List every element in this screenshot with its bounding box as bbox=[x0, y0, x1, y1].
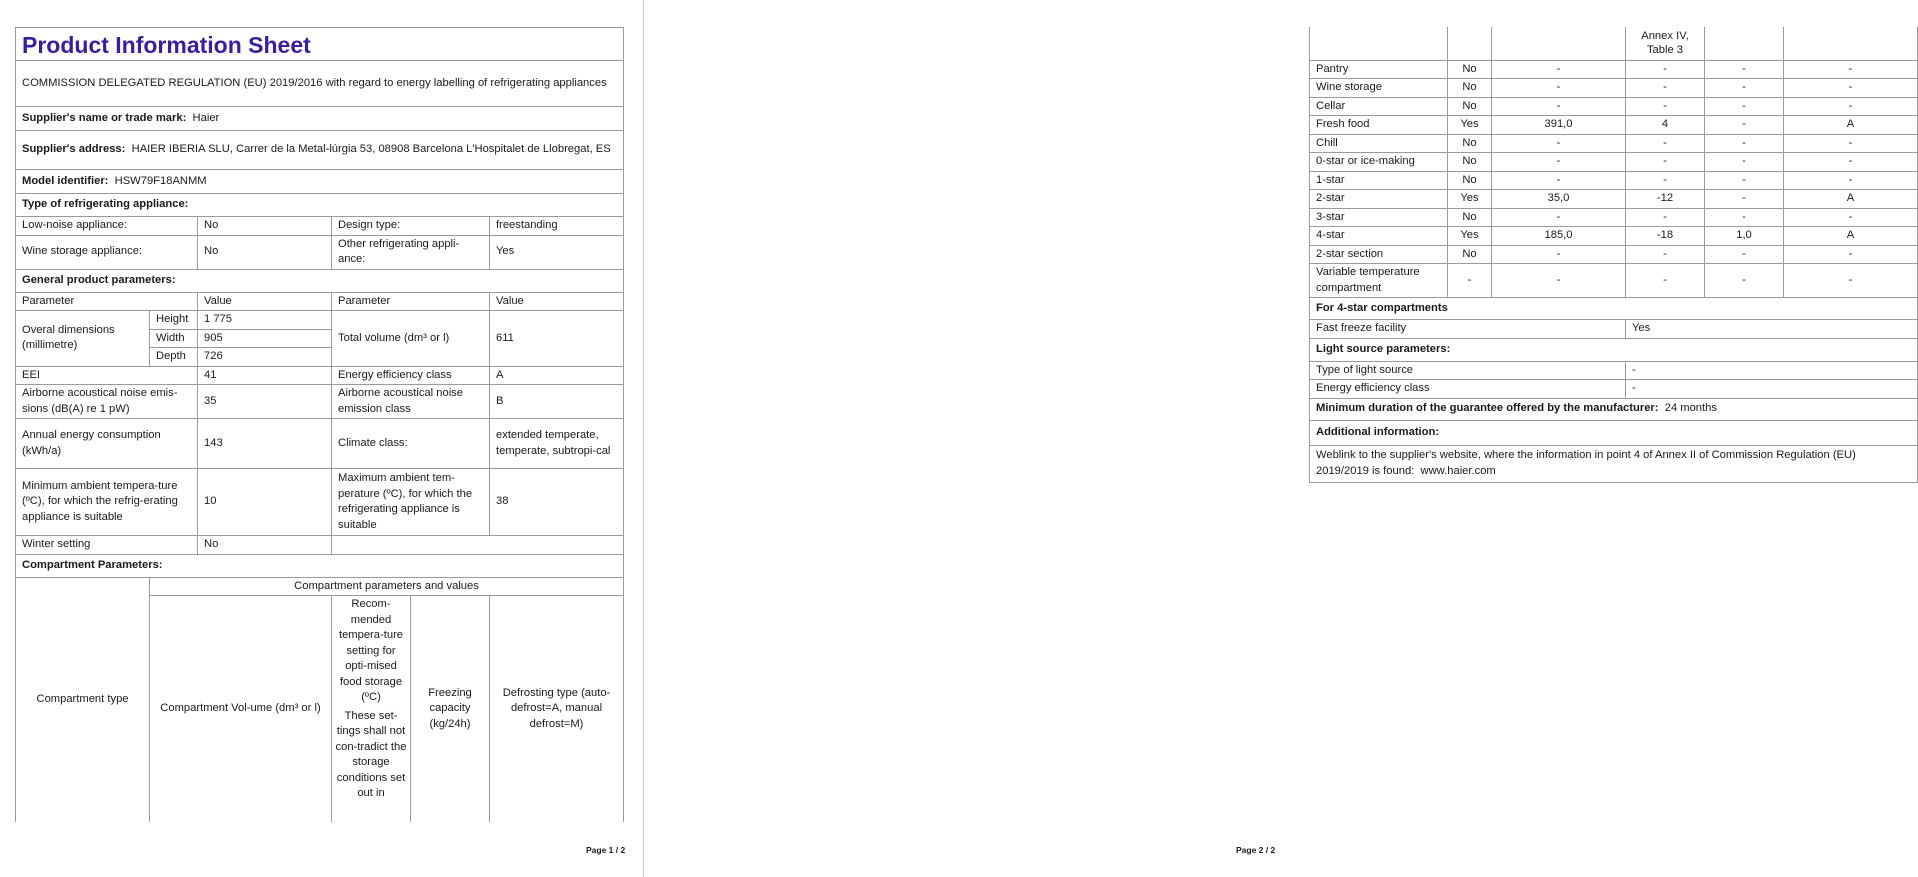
compartment-temp: - bbox=[1626, 264, 1705, 298]
eei-value: 41 bbox=[198, 366, 332, 385]
compartment-row bbox=[1310, 264, 1918, 298]
design-type-value: freestanding bbox=[490, 217, 624, 236]
supplier-name-row bbox=[16, 107, 624, 131]
compartment-freezing: - bbox=[1705, 79, 1784, 98]
depth-label: Depth bbox=[150, 348, 198, 367]
compartment-present: - bbox=[1448, 264, 1492, 298]
total-volume-label: Total volume (dm³ or l) bbox=[332, 311, 490, 367]
light-heading: Light source parameters: bbox=[1310, 338, 1918, 361]
winter-label: Winter setting bbox=[16, 536, 198, 555]
guarantee-value: 24 months bbox=[1664, 402, 1717, 415]
param-header-2: Parameter bbox=[332, 292, 490, 311]
recommended-temp-header: Recom-mended tempera-ture setting for opti-mised food storage (ºC) bbox=[338, 598, 404, 703]
compartment-name: Fresh food bbox=[1310, 116, 1448, 135]
compartment-name: 2-star bbox=[1310, 190, 1448, 209]
compartment-volume: - bbox=[1492, 60, 1626, 79]
compartment-volume: 185,0 bbox=[1492, 227, 1626, 246]
climate-label: Climate class: bbox=[332, 419, 490, 469]
defrost-header: Defrosting type (auto-defrost=A, manual defrost=M) bbox=[490, 596, 624, 822]
compartment-temp: - bbox=[1626, 79, 1705, 98]
compartment-volume-header: Compartment Vol-ume (dm³ or l) bbox=[150, 596, 332, 822]
wine-storage-value: No bbox=[198, 235, 332, 269]
compartment-volume: - bbox=[1492, 134, 1626, 153]
compartment-table bbox=[1309, 27, 1918, 483]
annex-header: Annex IV, Table 3 bbox=[1626, 27, 1705, 60]
empty-header-cell bbox=[1784, 27, 1918, 60]
compartment-row bbox=[1310, 79, 1918, 98]
compartment-present: Yes bbox=[1448, 190, 1492, 209]
compartment-freezing: 1,0 bbox=[1705, 227, 1784, 246]
model-value: HSW79F18ANMM bbox=[114, 174, 207, 187]
noise-class-label: Airborne acoustical noise emission class bbox=[332, 385, 490, 419]
min-temp-label: Minimum ambient tempera-ture (ºC), for which the refrig-erating appliance is suitable bbox=[16, 469, 198, 536]
energy-class-value: A bbox=[490, 366, 624, 385]
empty-header-cell bbox=[1310, 27, 1448, 60]
compartment-name: Chill bbox=[1310, 134, 1448, 153]
depth-value: 726 bbox=[198, 348, 332, 367]
param-header: Parameter bbox=[16, 292, 198, 311]
compartment-row bbox=[1310, 208, 1918, 227]
compartment-name: 4-star bbox=[1310, 227, 1448, 246]
light-type-label: Type of light source bbox=[1310, 361, 1626, 380]
compartment-defrost: - bbox=[1784, 134, 1918, 153]
general-heading: General product parameters: bbox=[16, 269, 624, 292]
page-title: Product Information Sheet bbox=[16, 28, 624, 61]
model-row bbox=[16, 170, 624, 194]
light-type-value: - bbox=[1626, 361, 1918, 380]
fast-freeze-value: Yes bbox=[1626, 320, 1918, 339]
compartment-present: No bbox=[1448, 171, 1492, 190]
compartment-volume: - bbox=[1492, 208, 1626, 227]
product-info-table bbox=[15, 27, 624, 822]
compartment-defrost: - bbox=[1784, 245, 1918, 264]
compartment-volume: - bbox=[1492, 79, 1626, 98]
compartment-row bbox=[1310, 245, 1918, 264]
compartment-params-values: Compartment parameters and values bbox=[150, 577, 624, 596]
max-temp-label: Maximum ambient tem-perature (ºC), for which the refrigerating appliance is suitable bbox=[332, 469, 490, 536]
compartment-defrost: A bbox=[1784, 227, 1918, 246]
winter-value: No bbox=[198, 536, 332, 555]
compartment-temp: - bbox=[1626, 171, 1705, 190]
compartment-defrost: A bbox=[1784, 116, 1918, 135]
compartment-defrost: - bbox=[1784, 60, 1918, 79]
compartment-temp: - bbox=[1626, 208, 1705, 227]
compartment-defrost: A bbox=[1784, 190, 1918, 209]
energy-class-label: Energy efficiency class bbox=[332, 366, 490, 385]
wine-storage-label: Wine storage appliance: bbox=[16, 235, 198, 269]
supplier-address-label: Supplier's address: bbox=[22, 143, 126, 156]
compartment-name: 0-star or ice-making bbox=[1310, 153, 1448, 172]
compartment-name: 1-star bbox=[1310, 171, 1448, 190]
other-appliance-value: Yes bbox=[490, 235, 624, 269]
compartment-row bbox=[1310, 116, 1918, 135]
freezing-capacity-header: Freezing capacity (kg/24h) bbox=[411, 596, 490, 822]
empty-header-cell bbox=[1448, 27, 1492, 60]
recommended-temp-cell bbox=[332, 596, 411, 822]
supplier-name-label: Supplier's name or trade mark: bbox=[22, 111, 187, 124]
compartment-present: No bbox=[1448, 79, 1492, 98]
value-header-2: Value bbox=[490, 292, 624, 311]
annual-energy-label: Annual energy consumption (kWh/a) bbox=[16, 419, 198, 469]
compartment-type-header: Compartment type bbox=[16, 577, 150, 822]
compartment-defrost: - bbox=[1784, 79, 1918, 98]
compartment-row bbox=[1310, 60, 1918, 79]
compartment-present: No bbox=[1448, 208, 1492, 227]
supplier-name-value: Haier bbox=[192, 111, 220, 124]
weblink-url: www.haier.com bbox=[1420, 464, 1496, 477]
supplier-address-row bbox=[16, 131, 624, 170]
compartment-defrost: - bbox=[1784, 171, 1918, 190]
compartment-freezing: - bbox=[1705, 97, 1784, 116]
width-value: 905 bbox=[198, 329, 332, 348]
noise-class-value: B bbox=[490, 385, 624, 419]
compartment-freezing: - bbox=[1705, 190, 1784, 209]
page-1 bbox=[0, 0, 643, 877]
guarantee-label: Minimum duration of the guarantee offered by the manufacturer: bbox=[1316, 402, 1659, 415]
compartment-name: Variable temperature compartment bbox=[1310, 264, 1448, 298]
compartment-name: 3-star bbox=[1310, 208, 1448, 227]
compartment-volume: - bbox=[1492, 171, 1626, 190]
compartment-freezing: - bbox=[1705, 134, 1784, 153]
compartment-temp: -12 bbox=[1626, 190, 1705, 209]
page-number-2: Page 2 / 2 bbox=[1236, 845, 1276, 855]
guarantee-row bbox=[1310, 398, 1918, 420]
compartment-defrost: - bbox=[1784, 208, 1918, 227]
compartment-volume: - bbox=[1492, 97, 1626, 116]
compartment-present: Yes bbox=[1448, 227, 1492, 246]
other-appliance-label: Other refrigerating appli-ance: bbox=[332, 235, 490, 269]
compartment-row bbox=[1310, 227, 1918, 246]
width-label: Width bbox=[150, 329, 198, 348]
compartment-present: No bbox=[1448, 60, 1492, 79]
value-header: Value bbox=[198, 292, 332, 311]
compartment-freezing: - bbox=[1705, 245, 1784, 264]
total-volume-value: 611 bbox=[490, 311, 624, 367]
min-temp-value: 10 bbox=[198, 469, 332, 536]
compartment-present: Yes bbox=[1448, 116, 1492, 135]
empty-header-cell bbox=[1705, 27, 1784, 60]
compartment-present: No bbox=[1448, 153, 1492, 172]
compartment-name: Pantry bbox=[1310, 60, 1448, 79]
recommended-temp-note: These set-tings shall not con-tradict the storage conditions set out in bbox=[335, 709, 407, 799]
compartment-temp: - bbox=[1626, 97, 1705, 116]
empty-header-cell bbox=[1492, 27, 1626, 60]
compartment-present: No bbox=[1448, 134, 1492, 153]
four-star-heading: For 4-star compartments bbox=[1310, 298, 1918, 320]
compartment-freezing: - bbox=[1705, 208, 1784, 227]
max-temp-value: 38 bbox=[490, 469, 624, 536]
compartment-temp: - bbox=[1626, 134, 1705, 153]
compartment-freezing: - bbox=[1705, 153, 1784, 172]
light-class-value: - bbox=[1626, 380, 1918, 399]
compartment-temp: -18 bbox=[1626, 227, 1705, 246]
page-number-1: Page 1 / 2 bbox=[586, 845, 626, 855]
compartment-defrost: - bbox=[1784, 153, 1918, 172]
compartment-volume: - bbox=[1492, 245, 1626, 264]
low-noise-label: Low-noise appliance: bbox=[16, 217, 198, 236]
climate-value: extended temperate, temperate, subtropi-cal bbox=[490, 419, 624, 469]
eei-label: EEI bbox=[16, 366, 198, 385]
supplier-address-value: HAIER IBERIA SLU, Carrer de la Metal-lúrgia 53, 08908 Barcelona L'Hospitalet de Llobregat, ES bbox=[131, 143, 611, 156]
noise-value: 35 bbox=[198, 385, 332, 419]
compartment-volume: 35,0 bbox=[1492, 190, 1626, 209]
height-label: Height bbox=[150, 311, 198, 330]
model-label: Model identifier: bbox=[22, 174, 109, 187]
compartment-temp: - bbox=[1626, 153, 1705, 172]
compartment-name: Wine storage bbox=[1310, 79, 1448, 98]
weblink-text: Weblink to the supplier's website, where the information in point 4 of Annex II of Commission Regulation (EU) 2019/2019 is found: bbox=[1316, 449, 1856, 477]
compartment-heading: Compartment Parameters: bbox=[16, 554, 624, 577]
compartment-volume: - bbox=[1492, 264, 1626, 298]
compartment-freezing: - bbox=[1705, 264, 1784, 298]
compartment-volume: - bbox=[1492, 153, 1626, 172]
compartment-freezing: - bbox=[1705, 60, 1784, 79]
regulation-text: COMMISSION DELEGATED REGULATION (EU) 2019/2016 with regard to energy labelling of refrigerating appliances bbox=[16, 61, 624, 107]
low-noise-value: No bbox=[198, 217, 332, 236]
empty-cell bbox=[332, 536, 624, 555]
compartment-row bbox=[1310, 153, 1918, 172]
compartment-temp: 4 bbox=[1626, 116, 1705, 135]
compartment-present: No bbox=[1448, 245, 1492, 264]
compartment-row bbox=[1310, 190, 1918, 209]
height-value: 1 775 bbox=[198, 311, 332, 330]
compartment-name: 2-star section bbox=[1310, 245, 1448, 264]
dimensions-label: Overal dimensions (millimetre) bbox=[16, 311, 150, 367]
compartment-row bbox=[1310, 97, 1918, 116]
compartment-row bbox=[1310, 134, 1918, 153]
fast-freeze-label: Fast freeze facility bbox=[1310, 320, 1626, 339]
compartment-row bbox=[1310, 171, 1918, 190]
light-class-label: Energy efficiency class bbox=[1310, 380, 1626, 399]
compartment-volume: 391,0 bbox=[1492, 116, 1626, 135]
compartment-defrost: - bbox=[1784, 264, 1918, 298]
compartment-freezing: - bbox=[1705, 171, 1784, 190]
compartment-defrost: - bbox=[1784, 97, 1918, 116]
noise-label: Airborne acoustical noise emis-sions (dB(A) re 1 pW) bbox=[16, 385, 198, 419]
design-type-label: Design type: bbox=[332, 217, 490, 236]
annual-energy-value: 143 bbox=[198, 419, 332, 469]
compartment-name: Cellar bbox=[1310, 97, 1448, 116]
compartment-temp: - bbox=[1626, 245, 1705, 264]
page-2 bbox=[644, 0, 1856, 877]
weblink-row bbox=[1310, 445, 1918, 482]
type-heading: Type of refrigerating appliance: bbox=[16, 194, 624, 217]
compartment-temp: - bbox=[1626, 60, 1705, 79]
compartment-freezing: - bbox=[1705, 116, 1784, 135]
compartment-present: No bbox=[1448, 97, 1492, 116]
additional-heading: Additional information: bbox=[1310, 420, 1918, 445]
